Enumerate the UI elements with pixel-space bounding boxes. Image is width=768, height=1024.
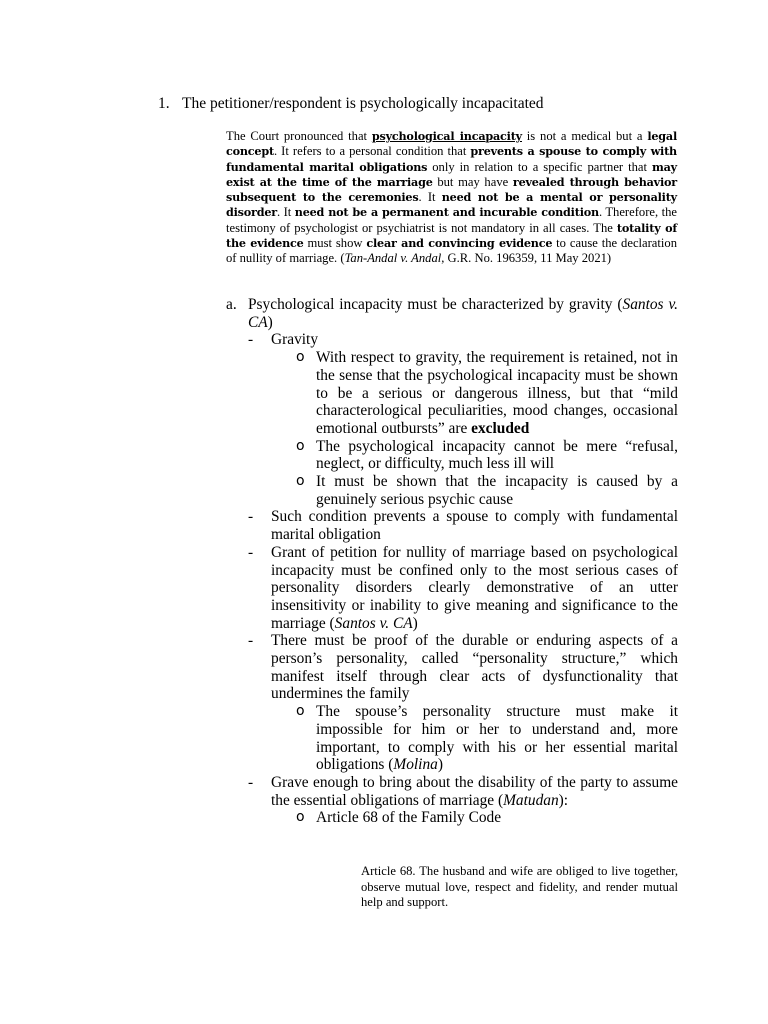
article-68-quote: Article 68. The husband and wife are obliged to live together, observe mutual love, respect and fidelity, and render mutual help and support. bbox=[361, 864, 678, 910]
quote-text: . Therefore, the testimony of psychologist or psychiatrist is not mandatory in all cases. The bbox=[226, 205, 678, 235]
dash-item-grant-petition bbox=[226, 544, 678, 633]
quote-emphasis: totality of the evidence bbox=[226, 220, 677, 251]
item-text: Grave enough to bring about the disability of the party to assume the essential obligations of marriage ( bbox=[271, 773, 678, 809]
outline-list bbox=[226, 296, 678, 827]
section-title: The petitioner/respondent is psychologically incapacitated bbox=[182, 95, 544, 112]
bullet-marker: o bbox=[296, 437, 305, 454]
dash-item-gravity bbox=[226, 331, 678, 349]
quote-emphasis: psychological incapacity bbox=[371, 129, 522, 143]
item-text: Grant of petition for nullity of marriage based on psychological incapacity must be confined only to the most serious cases of personality disorders clearly demonstrative of an utter insensitivity or inability to give meaning and significance to the marriage ( bbox=[271, 543, 678, 632]
item-text: The psychological incapacity cannot be mere “refusal, neglect, or difficulty, much less ill will bbox=[316, 437, 678, 473]
case-citation: Santos v. CA bbox=[334, 614, 413, 632]
quote-text: only in relation to a specific partner that bbox=[427, 159, 652, 174]
quote-text: is not a medical but a bbox=[522, 129, 648, 143]
item-text: ) bbox=[267, 313, 273, 331]
quote-text: to cause the declaration of nullity of marriage. ( bbox=[226, 236, 677, 266]
bullet-marker: o bbox=[296, 703, 305, 720]
section-number: 1. bbox=[158, 95, 170, 112]
bullet-marker: o bbox=[296, 809, 305, 826]
item-text: With respect to gravity, the requirement is retained, not in the sense that the psychological incapacity must be shown to be a serious or dangerous illness, but that “mild characterological peculiarities, mood changes, occasional emotional outbursts” are bbox=[316, 349, 678, 437]
item-text: Such condition prevents a spouse to comply with fundamental marital obligation bbox=[271, 508, 678, 544]
section-heading bbox=[158, 94, 544, 114]
case-citation: Matudan bbox=[503, 791, 559, 809]
dash-item-grave-enough bbox=[226, 774, 678, 809]
quote-emphasis: prevents a spouse to comply with fundamental marital obligations bbox=[226, 144, 677, 174]
item-text: Psychological incapacity must be characterized by gravity ( bbox=[248, 296, 623, 313]
dash-marker: - bbox=[248, 543, 254, 561]
bullet-item-article-68 bbox=[226, 809, 678, 827]
dash-item-condition bbox=[226, 508, 678, 543]
item-text: There must be proof of the durable or enduring aspects of a person’s personality, called “personality structure,” which manifest itself through clear acts of dysfunctionality that undermines the family bbox=[271, 632, 678, 703]
bullet-item-gravity-1 bbox=[226, 349, 678, 438]
case-citation: Molina bbox=[393, 756, 438, 774]
dash-marker: - bbox=[248, 773, 254, 791]
item-emphasis: excluded bbox=[471, 419, 530, 437]
case-citation: Santos v. CA bbox=[248, 296, 678, 331]
quote-emphasis: may exist at the time of the marriage bbox=[226, 159, 677, 189]
case-citation: Tan-Andal v. Andal bbox=[344, 251, 442, 266]
quote-emphasis: need not be a mental or personality disorder bbox=[226, 190, 677, 220]
bullet-marker: o bbox=[296, 349, 305, 366]
quote-emphasis: clear and convincing evidence bbox=[366, 236, 553, 251]
dash-marker: - bbox=[248, 331, 254, 349]
court-quote-paragraph bbox=[226, 129, 677, 267]
dash-marker: - bbox=[248, 632, 254, 650]
bullet-marker: o bbox=[296, 473, 305, 490]
item-text: It must be shown that the incapacity is caused by a genuinely serious psychic cause bbox=[316, 473, 678, 508]
quote-text: but may have bbox=[432, 174, 513, 189]
outline-item-a bbox=[226, 296, 678, 331]
bullet-item-personality-structure bbox=[226, 703, 678, 774]
quote-text: must show bbox=[303, 236, 367, 251]
quote-text: The Court pronounced that bbox=[226, 129, 372, 143]
quote-emphasis: revealed through behavior subsequent to the ceremonies bbox=[226, 174, 677, 205]
dash-marker: - bbox=[248, 508, 254, 526]
item-text: The spouse’s personality structure must make it impossible for him or her to understand and, more important, to comply with his or her essential marital obligations ( bbox=[316, 703, 678, 774]
quote-emphasis: legal concept bbox=[226, 129, 678, 159]
quote-text: . It bbox=[418, 190, 442, 205]
item-text: Gravity bbox=[271, 331, 319, 349]
dash-item-personality-structure bbox=[226, 632, 678, 703]
quote-text: , G.R. No. 196359, 11 May 2021) bbox=[441, 251, 612, 266]
item-text: ) bbox=[437, 756, 443, 774]
quote-text: . It bbox=[276, 205, 295, 220]
bullet-item-gravity-2 bbox=[226, 438, 678, 473]
item-marker: a. bbox=[226, 296, 237, 313]
quote-text: . It refers to a personal condition that bbox=[273, 144, 471, 159]
bullet-item-gravity-3 bbox=[226, 473, 678, 508]
quote-emphasis: need not be a permanent and incurable condition bbox=[294, 205, 599, 220]
item-text: ): bbox=[558, 791, 569, 809]
item-text: ) bbox=[412, 614, 418, 632]
item-text: Article 68 of the Family Code bbox=[316, 809, 502, 827]
